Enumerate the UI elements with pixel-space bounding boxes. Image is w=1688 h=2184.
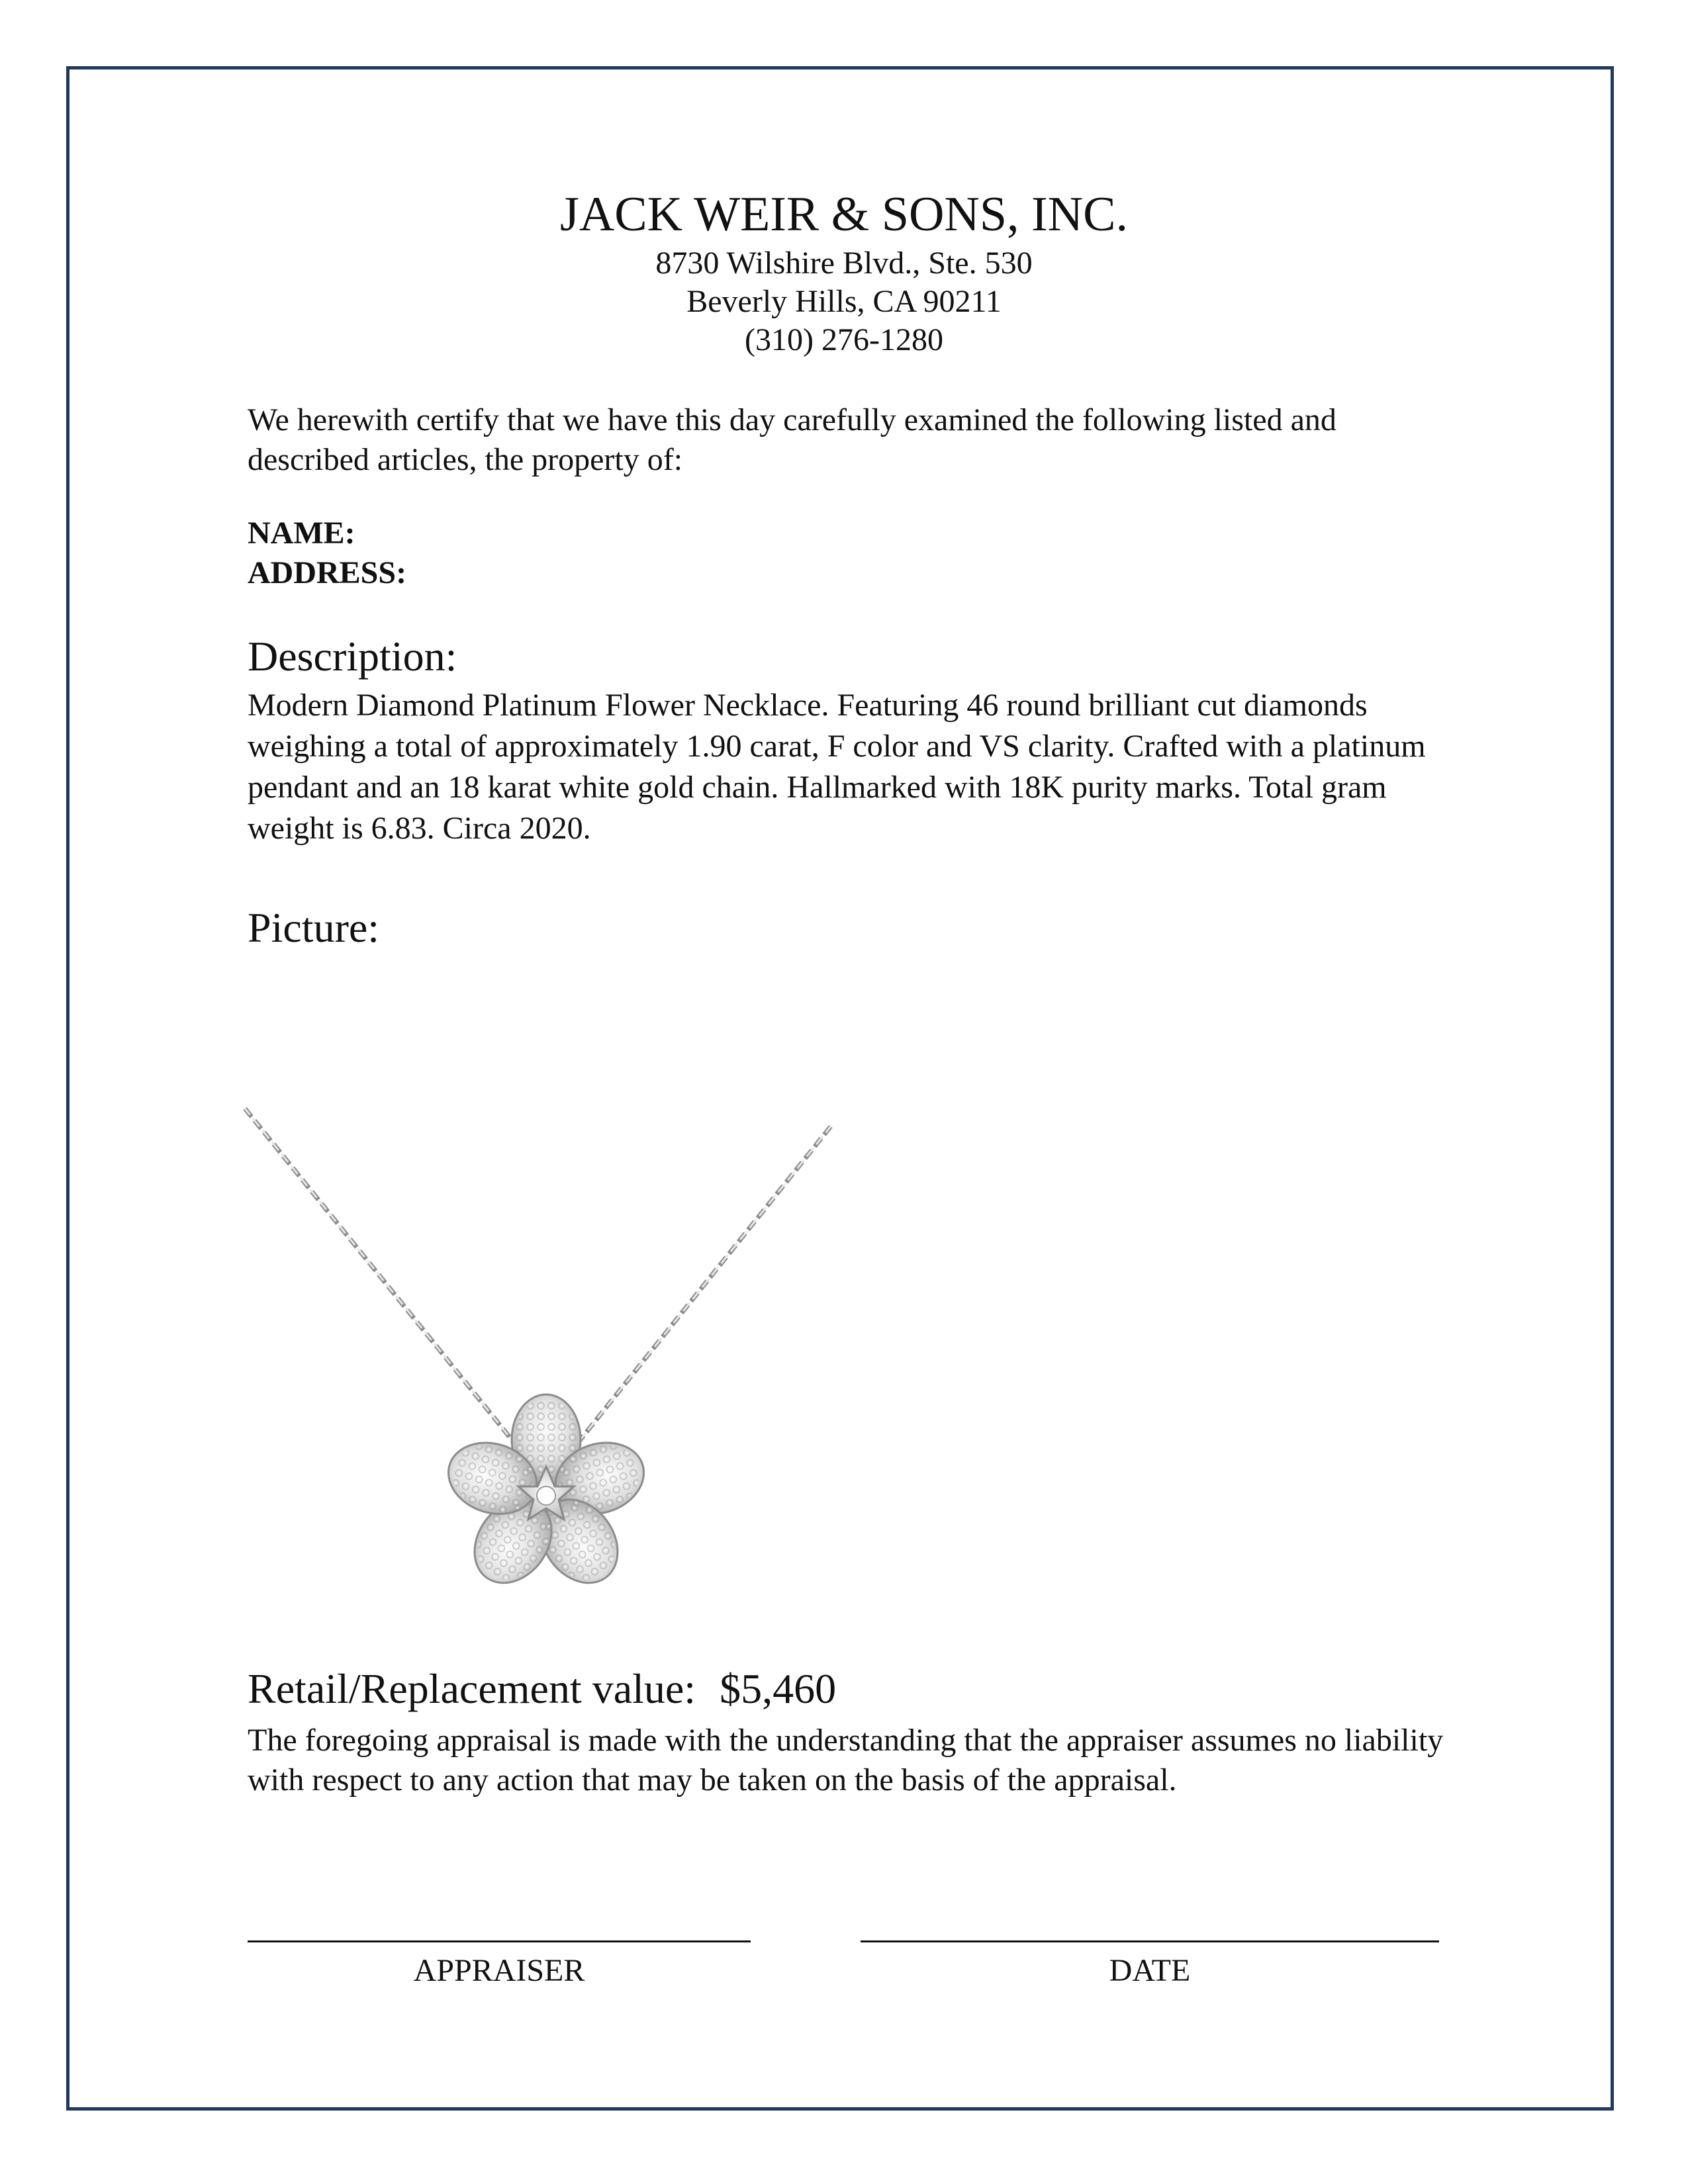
date-label: DATE <box>1109 1953 1191 1988</box>
necklace-photo <box>242 1099 837 1588</box>
phone-number: (310) 276-1280 <box>745 322 943 357</box>
value-label: Retail/Replacement value: <box>248 1665 696 1712</box>
description-text: Modern Diamond Platinum Flower Necklace. Featuring 46 round brilliant cut diamonds weighing a total of approximately 1.90 carat, F color and VS clarity. Crafted with a platinum pendant and an 18 karat white gold chain. Hallmarked with 18K purity marks. Total gram weight is 6.83. Circa 2020. <box>248 688 1426 846</box>
appraiser-label: APPRAISER <box>413 1953 585 1988</box>
disclaimer-text: The foregoing appraisal is made with the understanding that the appraiser assumes no liability with respect to any action that may be taken on the basis of the appraisal. <box>248 1723 1444 1797</box>
address-line-2: Beverly Hills, CA 90211 <box>686 284 1002 319</box>
appraiser-signature-line <box>248 1940 751 1942</box>
description-heading: Description: <box>248 633 457 680</box>
date-signature-line <box>861 1940 1439 1942</box>
name-label: NAME: <box>248 516 355 551</box>
certification-intro: We herewith certify that we have this day carefully examined the following listed and described articles, the property of: <box>248 402 1336 477</box>
value-amount: $5,460 <box>720 1665 837 1712</box>
address-line-1: 8730 Wilshire Blvd., Ste. 530 <box>655 246 1033 281</box>
page-border <box>66 66 1614 2111</box>
picture-heading: Picture: <box>248 904 380 951</box>
company-name: JACK WEIR & SONS, INC. <box>560 187 1128 242</box>
replacement-value <box>248 1664 836 1713</box>
flower-pendant <box>439 1394 653 1588</box>
address-label: ADDRESS: <box>248 555 407 590</box>
